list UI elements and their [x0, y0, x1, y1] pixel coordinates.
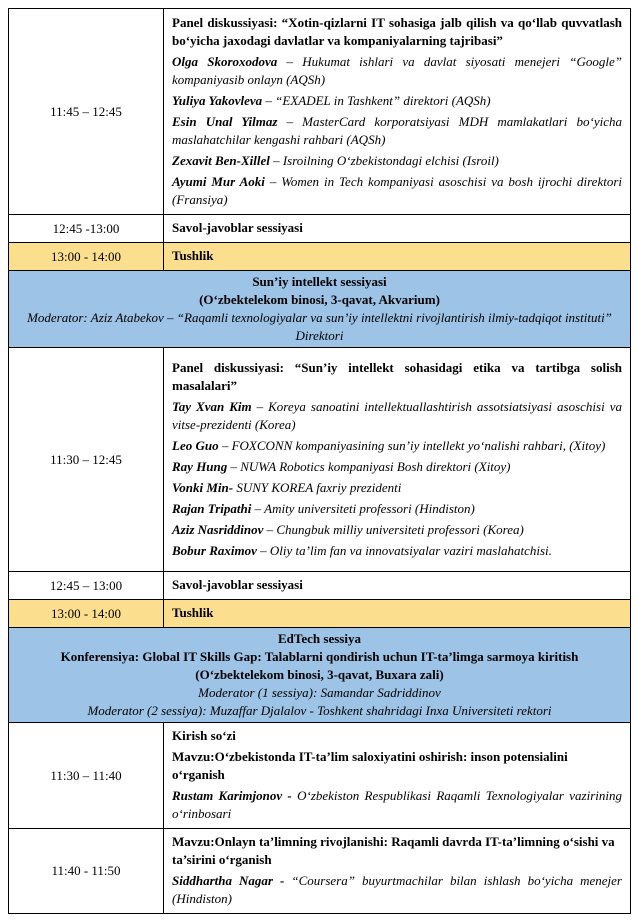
speaker-desc: – Isroilning O‘zbekistondagi elchisi (Isroil): [273, 152, 499, 168]
speaker-entry: [172, 92, 622, 110]
section-location: (O‘zbektelekom binosi, 3-qavat, Akvarium): [199, 292, 440, 307]
speaker-entry: [172, 398, 622, 434]
speaker-name: Aziz Nasriddinov: [172, 521, 264, 537]
speaker-desc: “Coursera” buyurtmachilar bilan ishlash bo‘yicha menejer (Hindiston): [172, 873, 622, 906]
qa-label: Savol-javoblar sessiyasi: [172, 577, 303, 592]
speaker-desc: – NUWA Robotics kompaniyasi Bosh direktori (Xitoy): [230, 458, 511, 474]
speaker-name: Bobur Raximov: [172, 542, 257, 558]
table-row-section-edtech: [9, 628, 631, 723]
speaker-entry: [172, 152, 622, 170]
speaker-entry: [172, 479, 622, 497]
session-topic: Mavzu:O‘zbekistonda IT-ta’lim saloxiyatini oshirish: inson potensialini o‘rganish: [172, 749, 568, 782]
time-cell: 13:00 - 14:00: [9, 243, 164, 271]
speaker-name: Leo Guo: [172, 437, 219, 453]
speaker-desc: – Hukumat ishlari va davlat siyosati menejeri “Google” kompaniyasib onlayn (AQSh): [172, 53, 623, 87]
speaker-name: Ray Hung: [172, 458, 228, 474]
session-cell: [164, 9, 631, 215]
table-row-session-opening: [9, 723, 631, 829]
lunch-label-cell: [164, 600, 631, 628]
time-cell: 12:45 -13:00: [9, 215, 164, 243]
speaker-desc: – FOXCONN kompaniyasining sun’iy intellekt yo‘nalishi rahbari, (Xitoy): [221, 437, 606, 453]
time-cell: 11:45 – 12:45: [9, 9, 164, 215]
speaker-desc: – Koreya sanoatini intellektuallashtirish assotsiatsiyasi asoschisi va vitse-prezidenti (Korea): [172, 398, 622, 432]
table-row-session-online-education: [9, 829, 631, 914]
section-moderator-2: Moderator (2 sessiya): Muzaffar Djalalov - Toshkent shahridagi Inxa Universiteti rektori: [87, 703, 552, 718]
speaker-entry: [172, 500, 622, 518]
speaker-entry: [172, 787, 622, 823]
session-title: Panel diskussiyasi: “Sun’iy intellekt sohasidagi etika va tartibga solish masalalari”: [172, 359, 622, 393]
speaker-entry: [172, 521, 622, 539]
session-title: Panel diskussiyasi: “Xotin-qizlarni IT sohasiga jalb qilish va qo‘llab quvvatlash bo‘yicha jaxodagi davlatlar va kompaniyalarning tajribasi”: [172, 14, 622, 48]
speaker-name: Rustam Karimjonov -: [172, 788, 292, 803]
section-title: Sun’iy intellekt sessiyasi: [252, 274, 387, 289]
table-row-qa-session: [9, 215, 631, 243]
speaker-desc: O‘zbekiston Respublikasi Raqamli Texnologiyalar vazirining o‘rinbosari: [172, 788, 623, 821]
table-row-section-ai: [9, 271, 631, 348]
qa-label: Savol-javoblar sessiyasi: [172, 220, 303, 235]
speaker-entry: [172, 872, 622, 908]
speaker-name: Tay Xvan Kim: [172, 398, 252, 414]
speaker-name: Vonki Min-: [172, 479, 234, 495]
table-row-session-ai-panel: [9, 348, 631, 572]
speaker-name: Zexavit Ben-Xillel: [172, 152, 270, 168]
qa-label-cell: [164, 572, 631, 600]
speaker-entry: [172, 437, 622, 455]
speaker-desc: – Women in Tech kompaniyasi asoschisi va bosh ijrochi direktori (Fransiya): [172, 173, 623, 207]
speaker-entry: [172, 173, 622, 209]
agenda-table: [8, 8, 631, 914]
session-cell: [164, 723, 631, 829]
speaker-desc: – Chungbuk milliy universiteti professori (Korea): [266, 521, 524, 537]
lunch-label-cell: [164, 243, 631, 271]
speaker-name: Yuliya Yakovleva: [172, 92, 263, 108]
table-row-qa-session: [9, 572, 631, 600]
speaker-desc: – “EXADEL in Tashkent” direktori (AQSh): [265, 92, 491, 108]
time-cell: 13:00 - 14:00: [9, 600, 164, 628]
session-cell: [164, 348, 631, 572]
section-title: EdTech sessiya: [278, 631, 361, 646]
speaker-entry: [172, 542, 622, 560]
section-header-ai: [9, 271, 631, 348]
speaker-desc: SUNY KOREA faxriy prezidenti: [236, 479, 402, 495]
section-moderator: Moderator: Aziz Atabekov – “Raqamli texnologiyalar va sun’iy intellektni rivojlantirish ilmiy-tadqiqot instituti” Direktori: [27, 310, 612, 343]
speaker-desc: – Amity universiteti professori (Hindiston): [254, 500, 475, 516]
lunch-label: Tushlik: [172, 605, 214, 620]
speaker-entry: [172, 53, 622, 89]
table-row-lunch: [9, 243, 631, 271]
session-intro: Kirish so‘zi: [172, 728, 236, 743]
table-row-session-women-in-it: [9, 9, 631, 215]
section-subtitle: Konferensiya: Global IT Skills Gap: Talablarni qondirish uchun IT-ta’limga sarmoya kiritish: [60, 649, 579, 664]
lunch-label: Tushlik: [172, 248, 214, 263]
speaker-entry: [172, 458, 622, 476]
speaker-entry: [172, 113, 622, 149]
table-row-lunch: [9, 600, 631, 628]
qa-label-cell: [164, 215, 631, 243]
time-cell: 11:30 – 11:40: [9, 723, 164, 829]
session-topic: Mavzu:Onlayn ta’limning rivojlanishi: Raqamli davrda IT-ta’limning o‘sishi va ta’sirini o‘rganish: [172, 834, 615, 867]
speaker-name: Ayumi Mur Aoki: [172, 173, 265, 189]
section-moderator-1: Moderator (1 sessiya): Samandar Sadriddinov: [198, 685, 441, 700]
time-cell: 11:40 - 11:50: [9, 829, 164, 914]
session-cell: [164, 829, 631, 914]
speaker-desc: – MasterCard korporatsiyasi MDH mamlakatlari bo‘yicha maslahatchilar kengashi rahbari (AQSh): [172, 113, 623, 147]
speaker-name: Olga Skoroxodova: [172, 53, 278, 69]
section-header-edtech: [9, 628, 631, 723]
time-cell: 12:45 – 13:00: [9, 572, 164, 600]
speaker-name: Rajan Tripathi: [172, 500, 252, 516]
speaker-name: Esin Unal Yilmaz: [172, 113, 278, 129]
speaker-name: Siddhartha Nagar -: [172, 873, 285, 888]
section-location: (O‘zbektelekom binosi, 3-qavat, Buxara zali): [195, 667, 444, 682]
time-cell: 11:30 – 12:45: [9, 348, 164, 572]
speaker-desc: – Oliy ta’lim fan va innovatsiyalar vaziri maslahatchisi.: [260, 542, 552, 558]
